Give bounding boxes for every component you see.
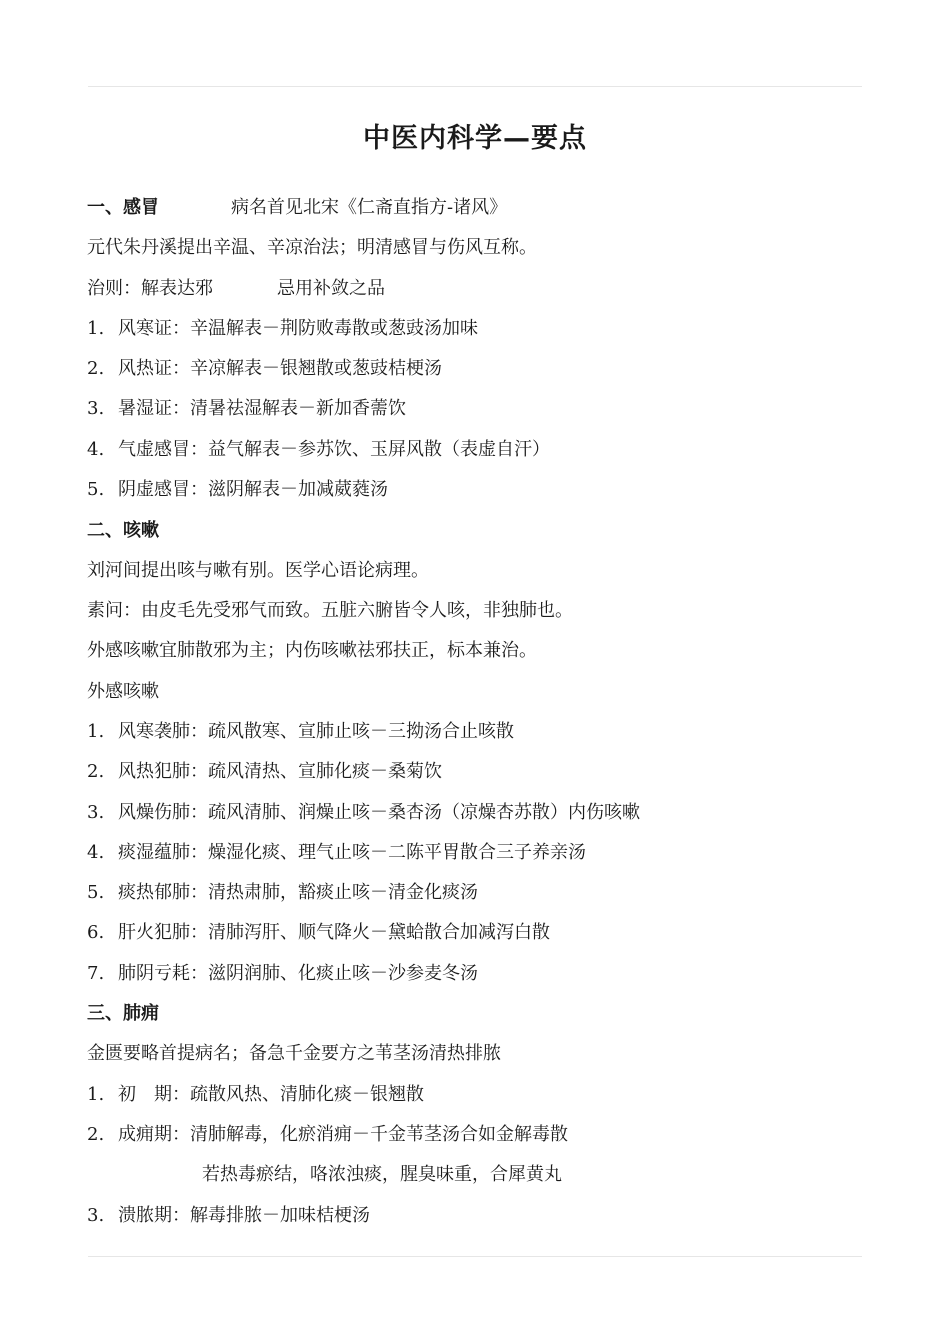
item-text: 肺阴亏耗：滋阴润肺、化痰止咳－沙参麦冬汤: [118, 963, 478, 984]
list-item: [87, 356, 442, 382]
section-heading: 三、肺痈: [87, 1003, 159, 1024]
section-source: 病名首见北宋《仁斋直指方-诸风》: [231, 197, 508, 218]
item-text: 气虚感冒：益气解表－参苏饮、玉屏风散（表虚自汗）: [118, 439, 550, 460]
item-number: 2.: [87, 1124, 105, 1145]
item-number: 3.: [87, 1205, 105, 1226]
item-text: 痰湿蕴肺：燥湿化痰、理气止咳－二陈平胃散合三子养亲汤: [118, 842, 586, 863]
item-text: 风燥伤肺：疏风清肺、润燥止咳－桑杏汤（凉燥杏苏散）内伤咳嗽: [118, 802, 640, 823]
item-number: 2.: [87, 761, 105, 782]
item-number: 1.: [87, 1084, 105, 1105]
item-text: 痰热郁肺：清热肃肺，豁痰止咳－清金化痰汤: [118, 882, 478, 903]
list-item: [87, 477, 388, 503]
section-heading: 一、感冒: [87, 197, 159, 218]
section-ganmao-header: [87, 195, 507, 221]
item-text: 风寒证：辛温解表－荆防败毒散或葱豉汤加味: [118, 318, 478, 339]
item-text: 成痈期：清肺解毒，化瘀消痈－千金苇茎汤合如金解毒散: [118, 1124, 568, 1145]
section-heading: 二、咳嗽: [87, 520, 159, 541]
item-number: 5.: [87, 479, 105, 500]
list-item-continuation: 若热毒瘀结，咯浓浊痰，腥臭味重，合犀黄丸: [202, 1164, 562, 1185]
item-number: 5.: [87, 882, 105, 903]
subsection-label: 外感咳嗽: [87, 681, 159, 702]
item-text: 风热犯肺：疏风清热、宣肺化痰－桑菊饮: [118, 761, 442, 782]
item-number: 4.: [87, 842, 105, 863]
item-number: 1.: [87, 721, 105, 742]
list-item: [87, 920, 550, 946]
item-text: 肝火犯肺：清肺泻肝、顺气降火－黛蛤散合加减泻白散: [118, 922, 550, 943]
list-item: [87, 719, 514, 745]
list-item: [87, 437, 550, 463]
item-number: 2.: [87, 358, 105, 379]
list-item: [87, 759, 442, 785]
section-note: 外感咳嗽宜肺散邪为主；内伤咳嗽祛邪扶正，标本兼治。: [87, 640, 537, 661]
bottom-divider: [88, 1256, 862, 1257]
item-number: 6.: [87, 922, 105, 943]
list-item: [87, 880, 478, 906]
list-item: [87, 800, 640, 826]
list-item: [87, 1122, 568, 1148]
item-text: 风寒袭肺：疏风散寒、宣肺止咳－三拗汤合止咳散: [118, 721, 514, 742]
section-intro: 金匮要略首提病名；备急千金要方之苇茎汤清热排脓: [87, 1043, 501, 1064]
principle-label: 治则：解表达邪: [87, 278, 213, 299]
item-number: 1.: [87, 318, 105, 339]
item-number: 3.: [87, 398, 105, 419]
list-item: [87, 961, 478, 987]
list-item: [87, 840, 586, 866]
item-text: 阴虚感冒：滋阴解表－加减葳蕤汤: [118, 479, 388, 500]
list-item: [87, 1203, 370, 1229]
top-divider: [88, 86, 862, 87]
list-item: [87, 396, 406, 422]
section-note: 素问：由皮毛先受邪气而致。五脏六腑皆令人咳，非独肺也。: [87, 600, 573, 621]
list-item: [87, 1082, 424, 1108]
principle-avoid: 忌用补敛之品: [277, 278, 385, 299]
item-text: 溃脓期：解毒排脓－加味桔梗汤: [118, 1205, 370, 1226]
treatment-principle: [87, 276, 385, 302]
page-title: 中医内科学—要点: [363, 123, 587, 154]
item-number: 4.: [87, 439, 105, 460]
item-number: 7.: [87, 963, 105, 984]
item-text: 暑湿证：清暑祛湿解表－新加香薷饮: [118, 398, 406, 419]
item-text: 风热证：辛凉解表－银翘散或葱豉桔梗汤: [118, 358, 442, 379]
section-intro: 元代朱丹溪提出辛温、辛凉治法；明清感冒与伤风互称。: [87, 237, 537, 258]
item-number: 3.: [87, 802, 105, 823]
list-item: [87, 316, 478, 342]
section-note: 刘河间提出咳与嗽有别。医学心语论病理。: [87, 560, 429, 581]
item-text: 初 期：疏散风热、清肺化痰－银翘散: [118, 1084, 424, 1105]
